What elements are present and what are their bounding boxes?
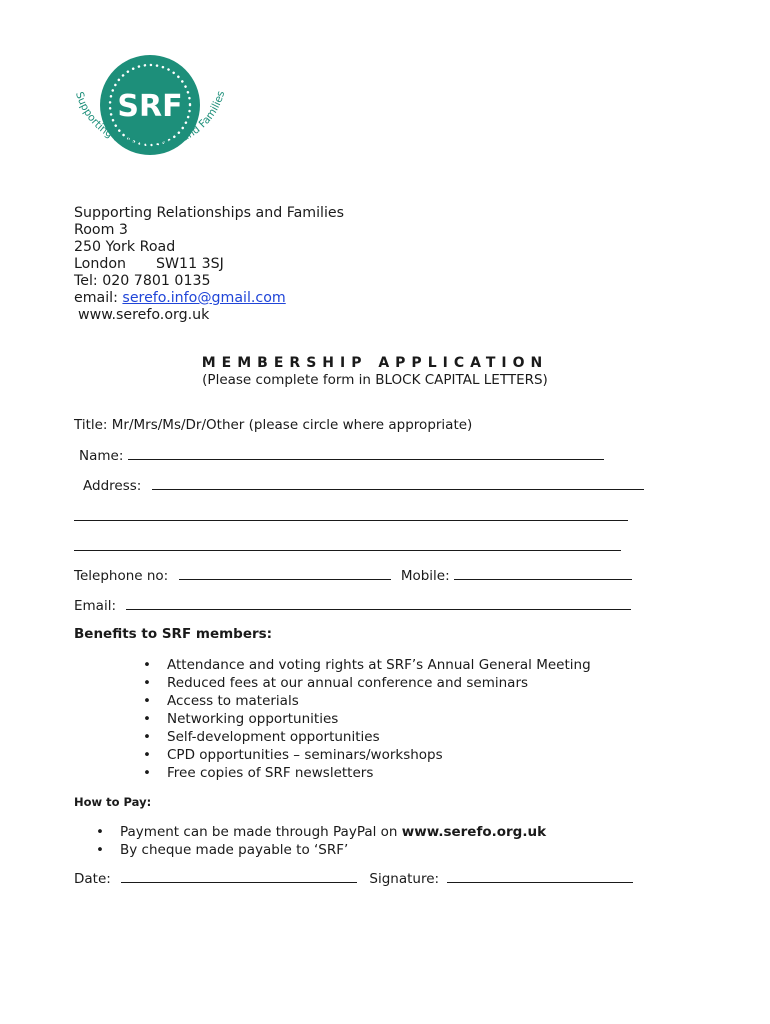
signature-underline[interactable] [447, 870, 633, 883]
benefits-title: Benefits to SRF members: [74, 626, 273, 642]
mobile-label: Mobile: [400, 568, 450, 584]
list-item: • Access to materials [143, 693, 299, 709]
logo-ring-text: Supporting Relationships and Families [73, 89, 228, 152]
city-postcode: London SW11 3SJ [74, 256, 224, 272]
list-item: • Payment can be made through PayPal on www.serefo.org.uk [96, 824, 547, 840]
room: Room 3 [74, 222, 128, 238]
list-item: • By cheque made payable to ‘SRF’ [96, 842, 349, 858]
website: www.serefo.org.uk [78, 307, 210, 323]
srf-logo [70, 48, 230, 178]
name-underline[interactable] [128, 447, 604, 460]
street: 250 York Road [74, 239, 176, 255]
address-label: Address: [83, 478, 142, 494]
list-item: • CPD opportunities – seminars/workshops [143, 747, 443, 763]
list-item: • Free copies of SRF newsletters [143, 765, 374, 781]
list-item: • Self-development opportunities [143, 729, 380, 745]
signature-label: Signature: [369, 871, 440, 887]
name-field[interactable] [79, 447, 604, 464]
date-underline[interactable] [121, 870, 357, 883]
telephone: Tel: 020 7801 0135 [74, 273, 211, 289]
paypal-url[interactable]: www.serefo.org.uk [401, 824, 547, 840]
address-line-2[interactable] [74, 508, 628, 525]
org-name: Supporting Relationships and Families [74, 205, 345, 221]
title-line: Title: Mr/Mrs/Ms/Dr/Other (please circle where appropriate) [74, 417, 473, 433]
date-label: Date: [74, 871, 111, 887]
address-block [74, 205, 344, 324]
telephone-underline[interactable] [179, 567, 391, 580]
address-underline-3[interactable] [74, 538, 621, 551]
address-line-3[interactable] [74, 538, 621, 555]
email-link[interactable]: serefo.info@gmail.com [122, 290, 286, 306]
form-heading: MEMBERSHIP APPLICATION [201, 355, 549, 371]
how-to-pay-title: How to Pay: [74, 795, 152, 809]
address-underline-1[interactable] [152, 477, 644, 490]
address-underline-2[interactable] [74, 508, 628, 521]
list-item: • Networking opportunities [143, 711, 339, 727]
email-field-label: Email: [74, 598, 117, 614]
email-line: email: serefo.info@gmail.com [74, 290, 286, 306]
telephone-field[interactable] [74, 567, 632, 584]
list-item: • Attendance and voting rights at SRF’s Annual General Meeting [143, 657, 591, 673]
logo-initials: SRF [117, 89, 183, 124]
list-item: • Reduced fees at our annual conference and seminars [143, 675, 529, 691]
benefits-list [143, 656, 591, 782]
address-field[interactable] [83, 477, 644, 494]
date-signature-line[interactable] [74, 870, 633, 887]
payment-list [96, 823, 547, 859]
telephone-label: Telephone no: [74, 568, 169, 584]
mobile-underline[interactable] [454, 567, 632, 580]
email-field[interactable] [74, 597, 631, 614]
name-label: Name: [79, 448, 124, 464]
form-subheading: (Please complete form in BLOCK CAPITAL LETTERS) [202, 372, 548, 388]
email-underline[interactable] [126, 597, 631, 610]
